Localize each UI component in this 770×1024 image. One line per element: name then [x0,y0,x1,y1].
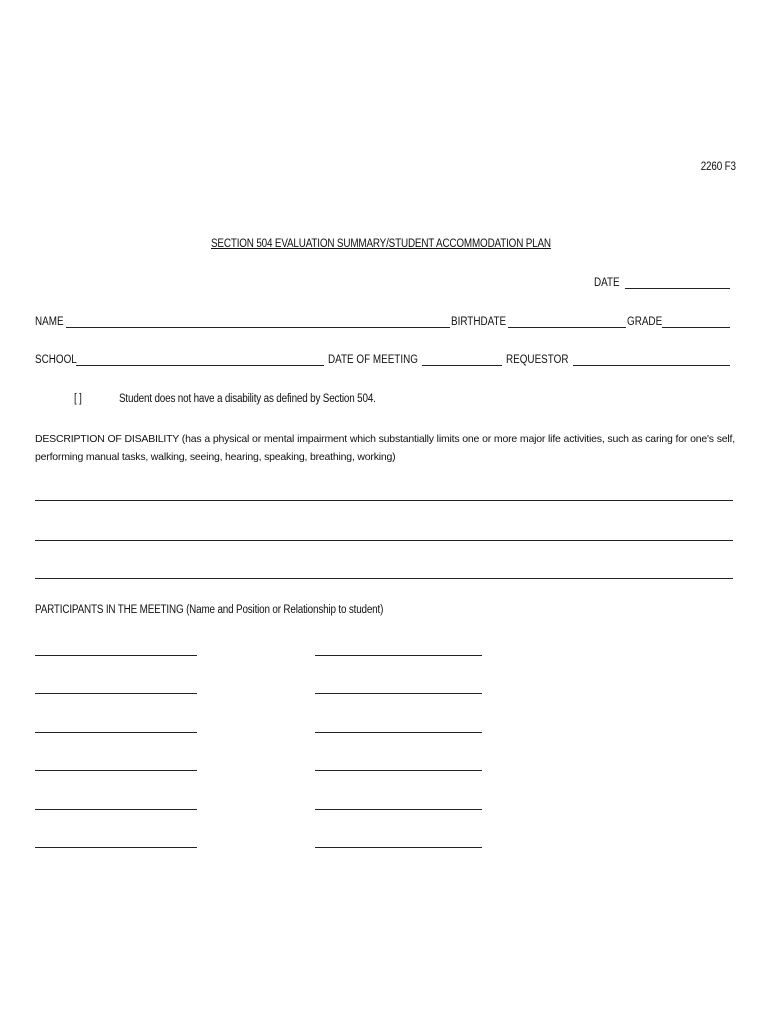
form-title: SECTION 504 EVALUATION SUMMARY/STUDENT ACCOMMODATION PLAN [211,238,551,250]
requestor-label: REQUESTOR [506,354,569,366]
description-heading: DESCRIPTION OF DISABILITY (has a physical or mental impairment which substantially limits one or more major life activities, such as caring for one's self, performing manual tasks, walking, seeing, hearing, speaking, breathing, working) [35,433,735,463]
description-line-1[interactable] [35,500,733,501]
participants-heading: PARTICIPANTS IN THE MEETING (Name and Position or Relationship to student) [35,604,384,616]
description-line-3[interactable] [35,578,733,579]
participant-line-right-2[interactable] [315,693,482,694]
participant-line-left-1[interactable] [35,655,197,656]
date-of-meeting-field[interactable] [422,365,502,366]
description-line-2[interactable] [35,540,733,541]
participant-line-right-4[interactable] [315,770,482,771]
grade-label: GRADE [627,316,663,328]
date-label: DATE [594,277,620,289]
school-label: SCHOOL [35,354,77,366]
school-field[interactable] [76,365,324,366]
form-code: 2260 F3 [700,161,736,173]
participant-line-left-5[interactable] [35,809,197,810]
name-label: NAME [35,316,64,328]
name-field[interactable] [66,327,450,328]
participant-line-left-3[interactable] [35,732,197,733]
date-field[interactable] [625,288,730,289]
grade-field[interactable] [662,327,730,328]
date-of-meeting-label: DATE OF MEETING [328,354,418,366]
participant-line-left-4[interactable] [35,770,197,771]
birthdate-label: BIRTHDATE [451,316,507,328]
participant-line-left-2[interactable] [35,693,197,694]
birthdate-field[interactable] [508,327,626,328]
participant-line-right-6[interactable] [315,847,482,848]
participant-line-right-3[interactable] [315,732,482,733]
participant-line-left-6[interactable] [35,847,197,848]
no-disability-checkbox[interactable]: [ ] [74,393,82,405]
participant-line-right-1[interactable] [315,655,482,656]
no-disability-text: Student does not have a disability as defined by Section 504. [119,393,376,405]
requestor-field[interactable] [573,365,730,366]
participant-line-right-5[interactable] [315,809,482,810]
